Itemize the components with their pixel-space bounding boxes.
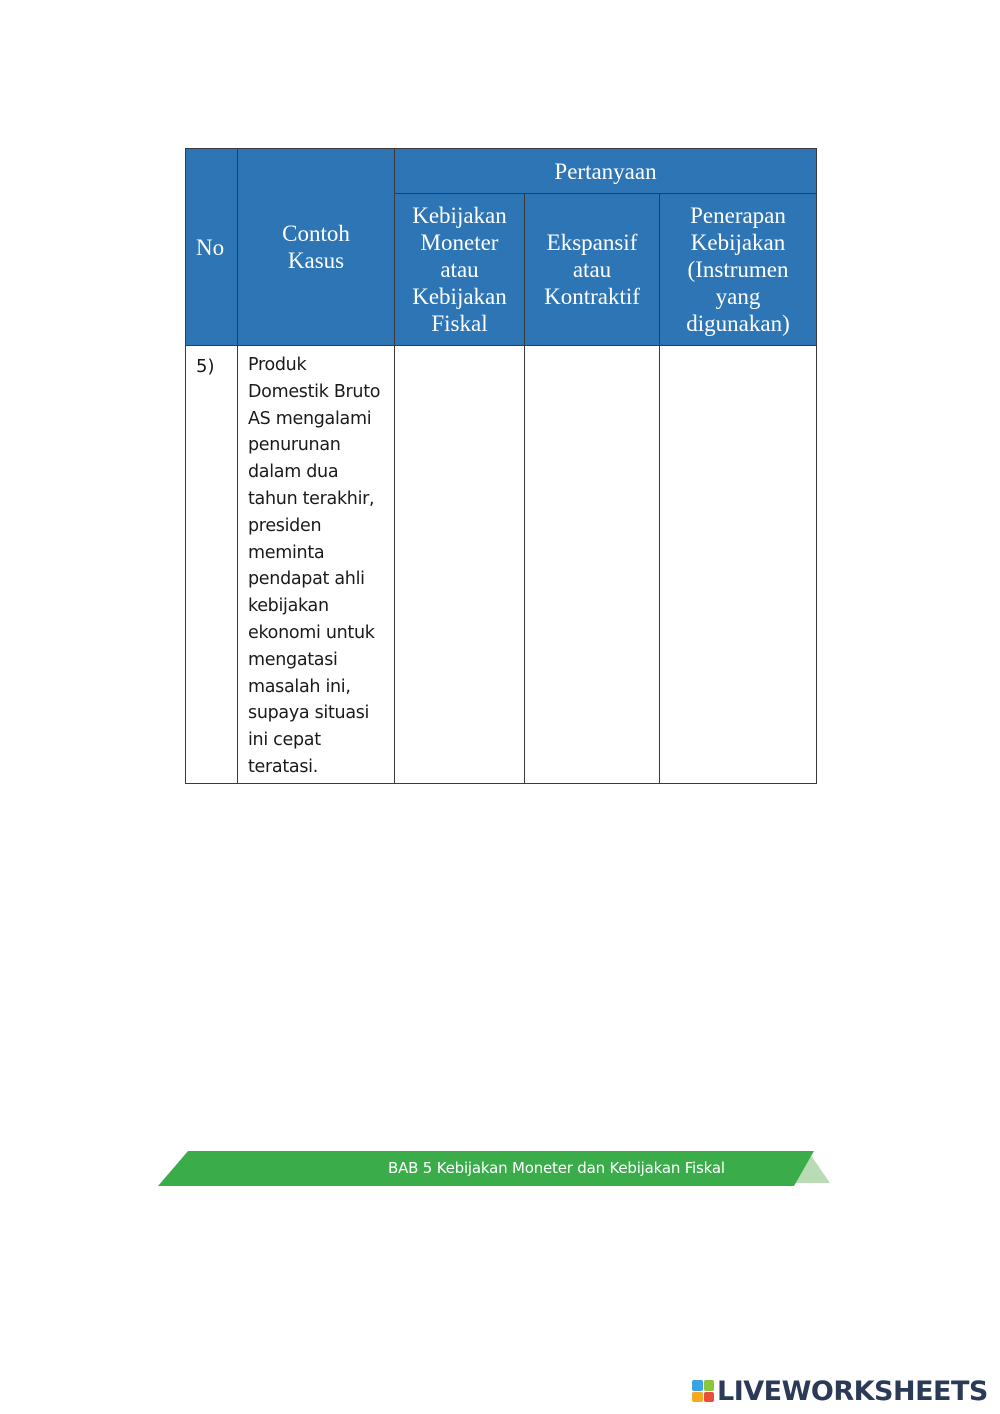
- case-line: AS mengalami: [248, 408, 372, 429]
- header-no: No: [186, 149, 238, 346]
- case-line: Produk: [248, 355, 307, 375]
- logo-square: [692, 1380, 703, 1391]
- table-row: [186, 346, 817, 784]
- logo-square: [704, 1392, 715, 1403]
- logo-square: [692, 1392, 703, 1403]
- header-penerapan-kebijakan: Penerapan Kebijakan (Instrumen yang digunakan): [660, 194, 817, 346]
- liveworksheets-logo[interactable]: [692, 1374, 988, 1408]
- header-contoh-kasus: Contoh Kasus: [238, 149, 395, 346]
- header-ekspansif-kontraktif: Ekspansif atau Kontraktif: [525, 194, 660, 346]
- case-table: [185, 148, 817, 784]
- logo-square: [704, 1380, 715, 1391]
- case-line: pendapat ahli: [248, 569, 365, 590]
- header-pertanyaan: Pertanyaan: [395, 149, 817, 194]
- case-line: supaya situasi: [248, 703, 370, 724]
- logo-text: LIVEWORKSHEETS: [717, 1375, 988, 1407]
- case-line: masalah ini,: [248, 676, 351, 697]
- case-line: mengatasi: [248, 649, 338, 670]
- case-line: ini cepat: [248, 730, 321, 751]
- row-number: 5): [186, 346, 238, 784]
- case-line: Domestik Bruto: [248, 381, 381, 402]
- case-description: [238, 346, 395, 784]
- answer-ekspansif-kontraktif[interactable]: [525, 346, 660, 784]
- case-line: penurunan: [248, 435, 341, 456]
- case-line: ekonomi untuk: [248, 622, 375, 643]
- logo-grid-icon: [692, 1380, 714, 1402]
- case-line: dalam dua: [248, 462, 339, 483]
- case-line: kebijakan: [248, 596, 329, 617]
- case-line: tahun terakhir,: [248, 488, 375, 509]
- case-line: presiden: [248, 515, 322, 536]
- chapter-title: BAB 5 Kebijakan Moneter dan Kebijakan Fiskal: [388, 1159, 725, 1177]
- chapter-footer-banner: [158, 1151, 830, 1186]
- answer-kebijakan-type[interactable]: [395, 346, 525, 784]
- case-line: meminta: [248, 542, 325, 563]
- answer-penerapan-kebijakan[interactable]: [660, 346, 817, 784]
- header-kebijakan-type: Kebijakan Moneter atau Kebijakan Fiskal: [395, 194, 525, 346]
- case-line: teratasi.: [248, 756, 318, 777]
